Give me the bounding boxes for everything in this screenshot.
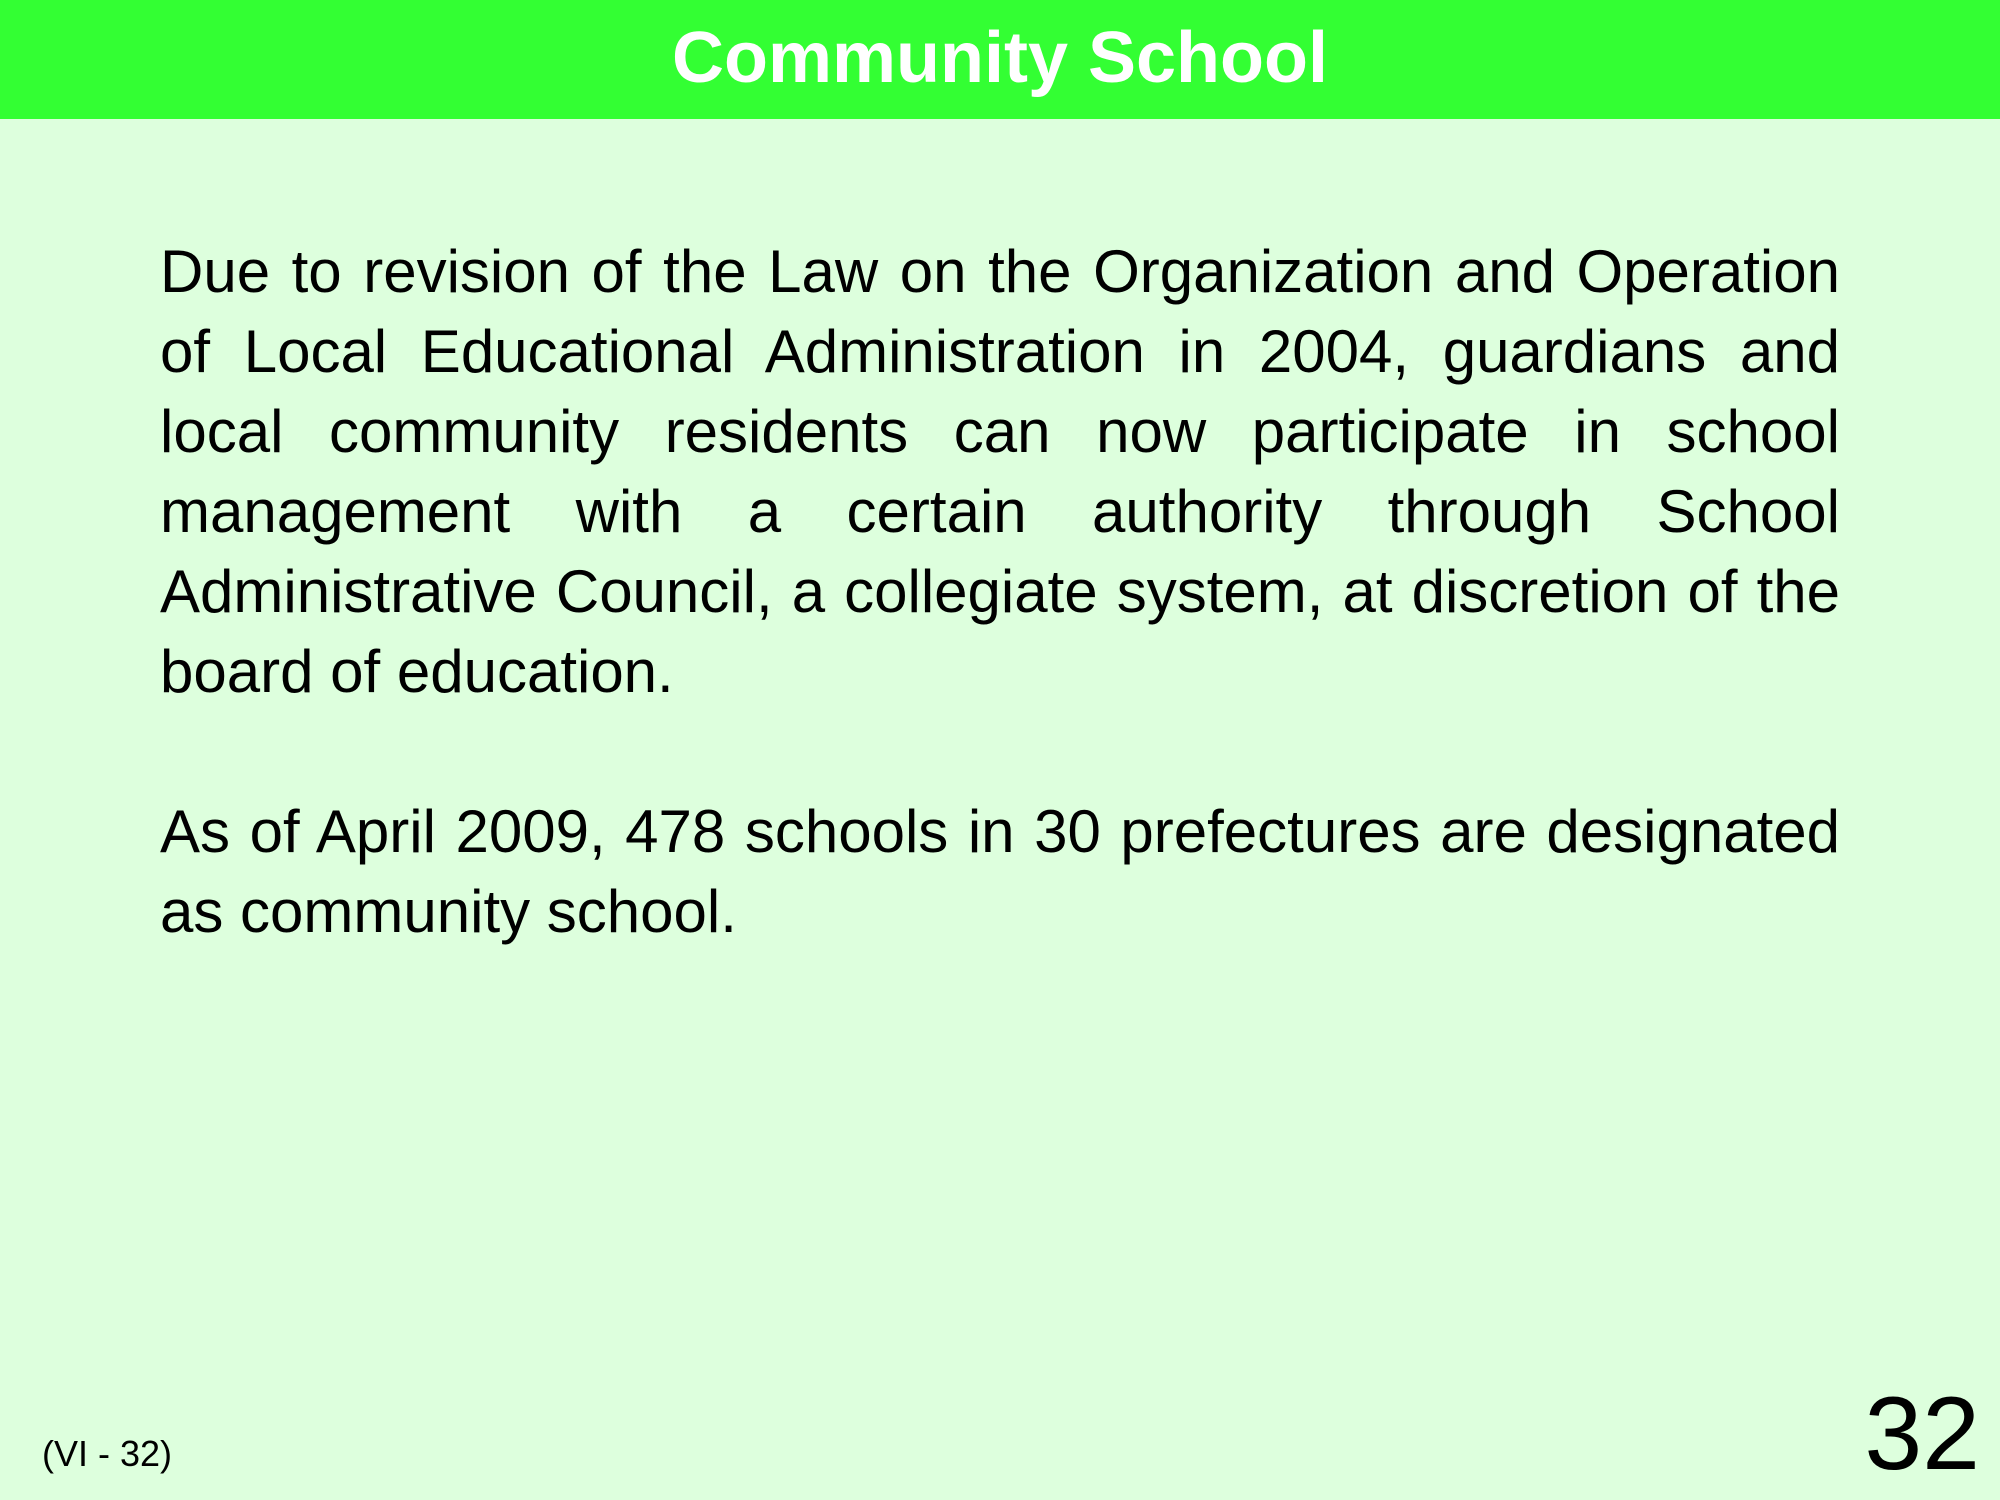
body-paragraph-law-revision: Due to revision of the Law on the Organization and Operation of Local Educational Administration in 2004, guardians and local community residents can now participate in school management with a certain authority through School Administrative Council, a collegiate system, at discretion of the board of education. <box>160 238 1840 705</box>
slide-reference-label: (VI - 32) <box>42 1433 173 1474</box>
body-paragraph-school-count: As of April 2009, 478 schools in 30 prefectures are designated as community school. <box>160 798 1840 945</box>
page-number: 32 <box>1864 1376 1980 1492</box>
slide-body <box>160 232 1840 952</box>
title-bar <box>0 0 2000 119</box>
slide-title: Community School <box>671 17 1328 98</box>
